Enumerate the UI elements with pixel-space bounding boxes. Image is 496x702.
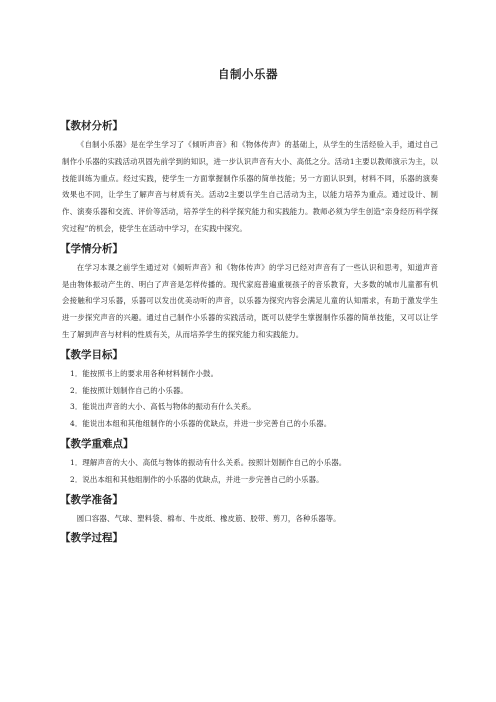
- document-body: [62, 118, 438, 549]
- key-difficulties-list: [62, 455, 438, 489]
- section-paragraph-textbook-analysis: 《自制小乐器》是在学生学习了《倾听声音》和《物体传声》的基础上，从学生的生活经验入手，通过自己制作小乐器的实践活动巩固先前学到的知识，进一步认识声音有大小、高低之分。活动1主要以教师演示为主，以技能训练为重点。经过实践，使学生一方面掌握制作乐器的简单技能；另一方面认识到，材料不同，乐器的演奏效果也不同，让学生了解声音与材质有关。活动2主要以学生自己活动为主，以能力培养为重点。通过设计、制作、演奏乐器和交流、评价等活动，培养学生的科学探究能力和实践能力。教师必须为学生创造“亲身经历科学探究过程”的机会，使学生在活动中学习，在实践中探究。: [62, 140, 438, 233]
- list-item: 4．能说出本组和其他组制作的小乐器的优缺点，并进一步完善自己的小乐器。: [70, 419, 332, 429]
- list-item: 2．能按照计划制作自己的小乐器。: [70, 385, 188, 395]
- section-heading-key-difficulties: 【教学重难点】: [60, 437, 134, 450]
- list-item: 1．理解声音的大小、高低与物体的振动有什么关系。按照计划制作自己的小乐器。: [70, 457, 347, 467]
- list-item: 2．说出本组和其他组制作的小乐器的优缺点，并进一步完善自己的小乐器。: [70, 474, 324, 484]
- section-paragraph-preparation: 圆口容器、气球、塑料袋、棉布、牛皮纸、橡皮筋、胶带、剪刀，各种乐器等。: [76, 513, 341, 523]
- section-heading-student-analysis: 【学情分析】: [60, 242, 123, 255]
- section-heading-teaching-process: 【教学过程】: [60, 532, 123, 545]
- document-title: 自制小乐器: [218, 67, 278, 81]
- list-item: 3．能说出声音的大小、高低与物体的振动有什么关系。: [70, 402, 256, 412]
- list-item: 1．能按照书上的要求用各种材料制作小鼓。: [70, 368, 219, 378]
- section-heading-preparation: 【教学准备】: [60, 493, 123, 506]
- section-heading-teaching-goals: 【教学目标】: [60, 348, 123, 361]
- section-paragraph-student-analysis: 在学习本课之前学生通过对《倾听声音》和《物体传声》的学习已经对声音有了一些认识和思考，知道声音是由物体振动产生的、明白了声音是怎样传播的。现代家庭普遍重视孩子的音乐教育，大多数的城市儿童都有机会接触和学习乐器，乐器可以发出优美动听的声音，以乐器为探究内容会满足儿童的认知需求，有助于激发学生进一步探究声音的兴趣。通过自己制作小乐器的实践活动，既可以使学生掌握制作乐器的简单技能，又可以让学生了解到声音与材料的性质有关，从而培养学生的探究能力和实践能力。: [62, 262, 438, 339]
- section-heading-textbook-analysis: 【教材分析】: [60, 120, 123, 132]
- teaching-goals-list: [62, 366, 438, 433]
